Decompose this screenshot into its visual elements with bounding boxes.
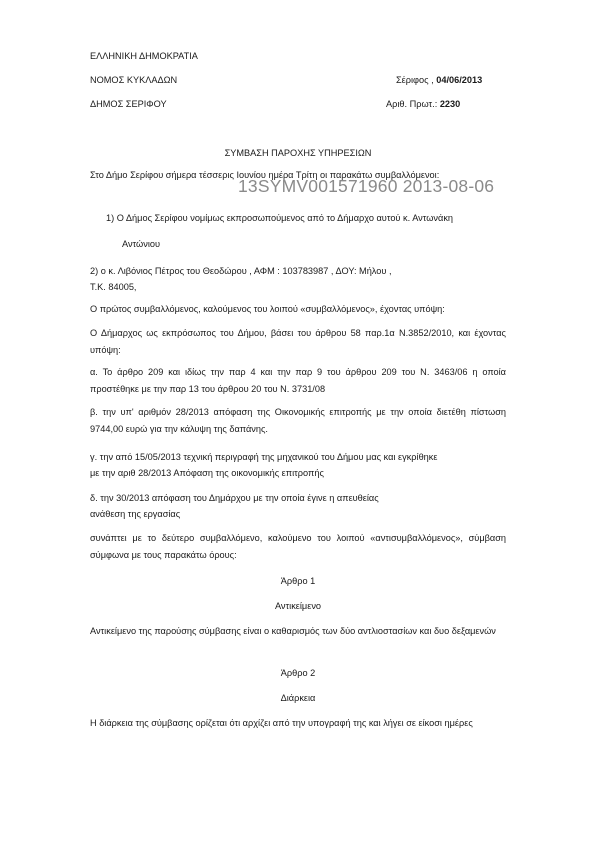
country-heading: ΕΛΛΗΝΙΚΗ ΔΗΜΟΚΡΑΤΙΑ xyxy=(90,51,198,61)
ada-watermark: 13SYMV001571960 2013-08-06 xyxy=(238,176,495,196)
item-c-line2: με την αριθ 28/2013 Απόφαση της οικονομικής επιτροπής xyxy=(90,468,324,478)
first-party-paragraph: Ο πρώτος συμβαλλόμενος, καλούμενος του λοιπού «συμβαλλόμενος», έχοντας υπόψη: xyxy=(90,304,445,314)
document-title: ΣΥΜΒΑΣΗ ΠΑΡΟΧΗΣ ΥΠΗΡΕΣΙΩΝ xyxy=(224,148,372,158)
article1-title: Άρθρο 1 xyxy=(280,576,316,586)
article2-heading: Διάρκεια xyxy=(280,693,316,703)
article2-title: Άρθρο 2 xyxy=(280,668,316,678)
party2-line1: 2) ο κ. Λιβόνιος Πέτρος του Θεοδώρου , ΑΦΜ : 103783987 , ΔΟΥ: Μήλου , xyxy=(90,266,392,276)
item-d-line2: ανάθεση της εργασίας xyxy=(90,509,181,519)
article1-text: Αντικείμενο της παρούσης σύμβασης είναι ο καθαρισμός των δύο αντλιοστασίων και δυο δεξαμενών xyxy=(90,626,496,636)
item-c-line1: γ. την από 15/05/2013 τεχνική περιγραφή της μηχανικού του Δήμου μας και εγκρίθηκε xyxy=(90,452,438,462)
party2-line2: Τ.Κ. 84005, xyxy=(90,282,137,292)
municipality-heading: ΔΗΜΟΣ ΣΕΡΙΦΟΥ xyxy=(90,99,167,109)
item-b-paragraph: β. την υπ' αριθμόν 28/2013 απόφαση της Οικονομικής επιτροπής με την οποία διετέθη πίστωση 9744,00 ευρώ για την κάλυψη της δαπάνης. xyxy=(90,407,506,434)
agreement-paragraph: συνάπτει με το δεύτερο συμβαλλόμενο, καλούμενο του λοιπού «αντισυμβαλλόμενος», σύμβαση σύμφωνα με τους παρακάτω όρους: xyxy=(90,533,506,560)
article1-heading: Αντικείμενο xyxy=(274,601,322,611)
place-label: Σέριφος , xyxy=(396,75,434,85)
protocol-label: Αριθ. Πρωτ.: xyxy=(386,99,438,109)
party1-line2: Αντώνιου xyxy=(122,239,160,249)
item-d-line1: δ. την 30/2013 απόφαση του Δημάρχου με την οποία έγινε η απευθείας xyxy=(90,493,379,503)
mayor-paragraph: Ο Δήμαρχος ως εκπρόσωπος του Δήμου, βάσει του άρθρου 58 παρ.1α Ν.3852/2010, και έχοντας υπόψη: xyxy=(90,328,506,355)
protocol-number: 2230 xyxy=(439,99,461,109)
prefecture-heading: ΝΟΜΟΣ ΚΥΚΛΑΔΩΝ xyxy=(90,75,178,85)
item-a-paragraph: α. Το άρθρο 209 και ιδίως την παρ 4 και την παρ 9 του άρθρου 209 του Ν. 3463/06 η οποία προστέθηκε με την παρ 13 του άρθρου 20 του Ν. 3731/08 xyxy=(90,367,506,394)
article2-text: Η διάρκεια της σύμβασης ορίζεται ότι αρχίζει από την υπογραφή της και λήγει σε είκοσι ημέρες xyxy=(90,718,473,728)
intro-paragraph: Στο Δήμο Σερίφου σήμερα τέσσερις Ιουνίου ημέρα Τρίτη οι παρακάτω συμβαλλόμενοι: xyxy=(90,170,440,180)
protocol-number-line xyxy=(386,98,460,110)
document-date: 04/06/2013 xyxy=(436,75,483,85)
party1-line1: 1) Ο Δήμος Σερίφου νομίμως εκπροσωπούμενος από το Δήμαρχο αυτού κ. Αντωνάκη xyxy=(106,213,454,223)
place-date xyxy=(396,74,482,86)
